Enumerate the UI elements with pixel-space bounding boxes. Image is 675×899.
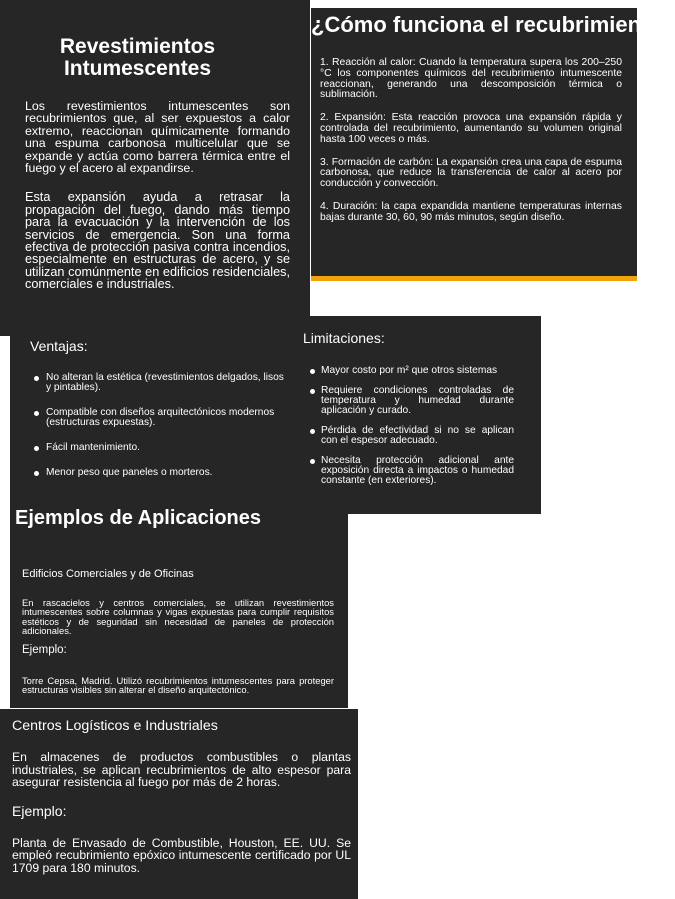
limitations-panel xyxy=(300,316,541,514)
intro-paragraph-2: Esta expansión ayuda a retrasar la propagación del fuego, dando más tiempo para la evacuación y la intervención de los servicios de emergencia. Son una forma efectiva de protección pasiva contra incendios, especialmente en estructuras de acero, y se utilizan comúnmente en edificios residenciales, comerciales e industriales. xyxy=(25,190,290,292)
logistics-example-text: Planta de Envasado de Combustible, Houston, EE. UU. Se empleó recubrimiento epóxico intumescente certificado por UL 1709 para 180 minutos. xyxy=(12,835,351,875)
how-step-2: 2. Expansión: Esta reacción provoca una expansión rápida y controlada del recubrimiento, aumentando su volumen original hasta 100 veces o más. xyxy=(320,112,622,145)
intro-title-line1: Revestimientos xyxy=(59,35,216,58)
logistics-example-label: Ejemplo: xyxy=(12,802,67,819)
intro-title xyxy=(25,36,290,80)
how-it-works-list xyxy=(320,58,622,236)
examples-panel xyxy=(10,502,348,708)
limitations-list xyxy=(303,366,514,486)
examples-title: Ejemplos de Aplicaciones xyxy=(15,507,262,529)
examples-subtitle: Edificios Comerciales y de Oficinas xyxy=(22,568,194,580)
list-item: Necesita protección adicional ante exposición directa a impactos o humedad constante (en exteriores). xyxy=(303,456,514,486)
intro-title-line2: Intumescentes xyxy=(63,57,212,80)
limitations-title: Limitaciones: xyxy=(303,330,385,346)
how-it-works-title: ¿Cómo funciona el recubrimiento? xyxy=(311,12,675,37)
how-step-3: 3. Formación de carbón: La expansión crea una capa de espuma carbonosa, que reduce la transferencia de calor al acero por conducción y convección. xyxy=(320,156,622,190)
examples-text: En rascacielos y centros comerciales, se utilizan revestimientos intumescentes sobre columnas y vigas expuestas para cumplir requisitos estéticos y de seguridad sin necesidad de paneles de protección adicionales. xyxy=(22,597,334,637)
logistics-panel xyxy=(0,709,358,899)
intro-panel xyxy=(0,0,310,336)
list-item: Menor peso que paneles o morteros. xyxy=(30,468,286,478)
list-item: Compatible con diseños arquitectónicos modernos (estructuras expuestas). xyxy=(30,408,286,428)
how-step-4: 4. Duración: la capa expandida mantiene temperaturas internas bajas durante 30, 60, 90 más minutos, según diseño. xyxy=(320,200,622,223)
accent-bar xyxy=(311,276,637,281)
how-it-works-panel xyxy=(311,8,675,276)
advantages-panel xyxy=(10,318,300,504)
logistics-text: En almacenes de productos combustibles o plantas industriales, se aplican recubrimientos de alto espesor para asegurar resistencia al fuego por más de 2 horas. xyxy=(12,750,351,790)
logistics-subtitle: Centros Logísticos e Industriales xyxy=(12,718,218,734)
intro-paragraph-1: Los revestimientos intumescentes son recubrimientos que, al ser expuestos a calor extremo, reaccionan químicamente formando una espuma carbonosa multicelular que se expande y actúa como barrera térmica entre el fuego y el acero al expandirse. xyxy=(25,99,290,176)
list-item: Mayor costo por m² que otros sistemas xyxy=(303,366,514,376)
how-step-1: 1. Reacción al calor: Cuando la temperatura supera los 200–250 °C los componentes químicos del recubrimiento intumescente reaccionan, generando una descomposición térmica o sublimación. xyxy=(320,57,622,101)
examples-example-text: Torre Cepsa, Madrid. Utilizó recubrimientos intumescentes para proteger estructuras visibles sin alterar el diseño arquitectónico. xyxy=(22,674,334,696)
list-item: Requiere condiciones controladas de temperatura y humedad durante aplicación y curado. xyxy=(303,386,514,416)
list-item: Pérdida de efectividad si no se aplican con el espesor adecuado. xyxy=(303,426,514,446)
advantages-title: Ventajas: xyxy=(30,338,88,354)
examples-example-label: Ejemplo: xyxy=(22,643,67,656)
list-item: No alteran la estética (revestimientos delgados, lisos y pintables). xyxy=(30,373,286,393)
advantages-list xyxy=(30,373,286,478)
list-item: Fácil mantenimiento. xyxy=(30,443,286,453)
